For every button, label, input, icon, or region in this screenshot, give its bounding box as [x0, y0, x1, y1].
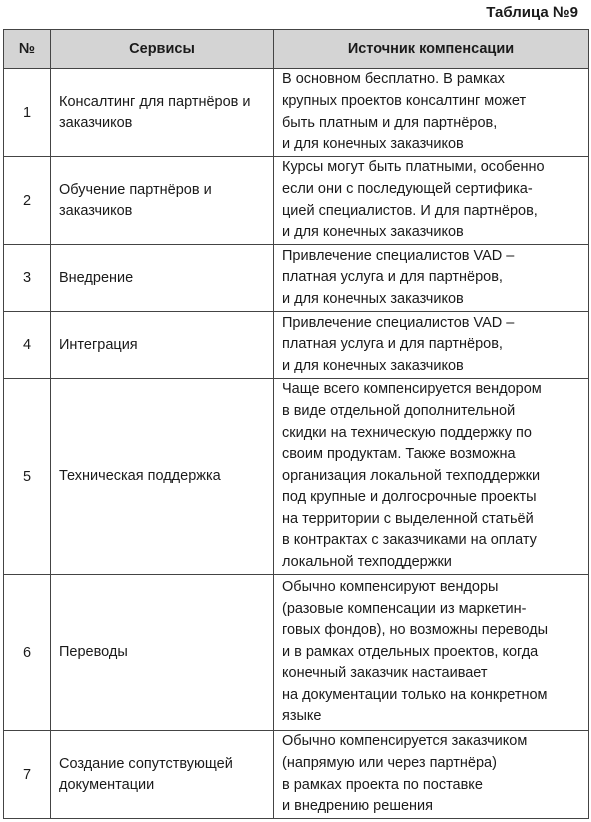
compensation-source: Привлечение специалистов VAD – платная услуга и для партнёров, и для конечных заказчиков: [274, 245, 589, 312]
row-number: 4: [4, 312, 51, 379]
service-name: Внедрение: [51, 245, 274, 312]
service-name: Создание сопутствующей документации: [51, 731, 274, 819]
header-compensation-source: Источник компенсации: [274, 30, 589, 69]
table-row: [4, 245, 589, 312]
table-row: [4, 312, 589, 379]
compensation-source: Чаще всего компенсируется вендором в виде отдельной дополнительной скидки на техническую поддержку по своим продуктам. Также возможна организация локальной техподдержки под крупные и долгосрочные проекты на территории с выделенной статьёй в контрактах с заказчиками на оплату локальной техподдержки: [274, 379, 589, 575]
service-name: Переводы: [51, 575, 274, 731]
service-name: Консалтинг для партнёров и заказчиков: [51, 69, 274, 157]
service-name: Интеграция: [51, 312, 274, 379]
row-number: 7: [4, 731, 51, 819]
service-name: Техническая поддержка: [51, 379, 274, 575]
table-header-row: [4, 30, 589, 69]
table-row: [4, 379, 589, 575]
compensation-source: В основном бесплатно. В рамках крупных проектов консалтинг может быть платным и для партнёров, и для конечных заказчиков: [274, 69, 589, 157]
compensation-source: Курсы могут быть платными, особенно если они с последующей сертифика- цией специалистов. И для партнёров, и для конечных заказчиков: [274, 157, 589, 245]
row-number: 3: [4, 245, 51, 312]
compensation-table: [3, 29, 589, 819]
row-number: 5: [4, 379, 51, 575]
table-row: [4, 69, 589, 157]
service-name: Обучение партнёров и заказчиков: [51, 157, 274, 245]
table-row: [4, 575, 589, 731]
table-row: [4, 157, 589, 245]
row-number: 2: [4, 157, 51, 245]
header-services: Сервисы: [51, 30, 274, 69]
row-number: 6: [4, 575, 51, 731]
table-row: [4, 731, 589, 819]
row-number: 1: [4, 69, 51, 157]
compensation-source: Обычно компенсируют вендоры (разовые компенсации из маркетин- говых фондов), но возможны переводы и в рамках отдельных проектов, когда конечный заказчик настаивает на документации только на конкретном языке: [274, 575, 589, 731]
compensation-source: Привлечение специалистов VAD – платная услуга и для партнёров, и для конечных заказчиков: [274, 312, 589, 379]
compensation-source: Обычно компенсируется заказчиком (напрямую или через партнёра) в рамках проекта по поставке и внедрению решения: [274, 731, 589, 819]
table-caption: Таблица №9: [486, 4, 578, 21]
header-number: №: [4, 30, 51, 69]
